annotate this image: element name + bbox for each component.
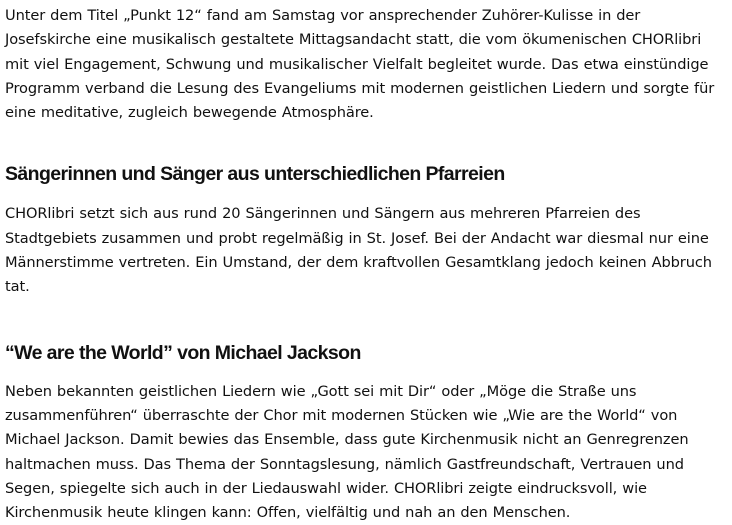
intro-paragraph: Unter dem Titel „Punkt 12“ fand am Samstag vor ansprechender Zuhörer-Kulisse in der Josefskirche eine musikalisch gestaltete Mittagsandacht statt, die vom ökumenischen CHORlibri mit viel Engagement, Schwung und musikalischer Vielfalt begleitet wurde. Das etwa einstündige Programm verband die Lesung des Evangeliums mit modernen geistlichen Liedern und sorgte für eine meditative, zugleich bewegende Atmosphäre.: [5, 7, 715, 122]
section-heading-singers: Sängerinnen und Sänger aus unterschiedlichen Pfarreien: [5, 163, 505, 186]
singers-paragraph: CHORlibri setzt sich aus rund 20 Sängerinnen und Sängern aus mehreren Pfarreien des Stadtgebiets zusammen und probt regelmäßig in St. Josef. Bei der Andacht war diesmal nur eine Männerstimme vertreten. Ein Umstand, der dem kraftvollen Gesamtklang jedoch keinen Abbruch tat.: [5, 205, 712, 296]
repertoire-paragraph: Neben bekannten geistlichen Liedern wie „Gott sei mit Dir“ oder „Möge die Straße uns zusammenführen“ überraschte der Chor mit modernen Stücken wie „Wie are the World“ von Michael Jackson. Damit bewies das Ensemble, dass gute Kirchenmusik nicht an Genregrenzen haltmachen muss. Das Thema der Sonntagslesung, nämlich Gastfreundschaft, Vertrauen und Segen, spiegelte sich auch in der Liedauswahl wider. CHORlibri zeigte eindrucksvoll, wie Kirchenmusik heute klingen kann: Offen, vielfältig und nah an den Menschen.: [5, 382, 689, 522]
article-body: [5, 4, 729, 525]
section-heading-we-are-the-world: “We are the World” von Michael Jackson: [5, 341, 361, 364]
